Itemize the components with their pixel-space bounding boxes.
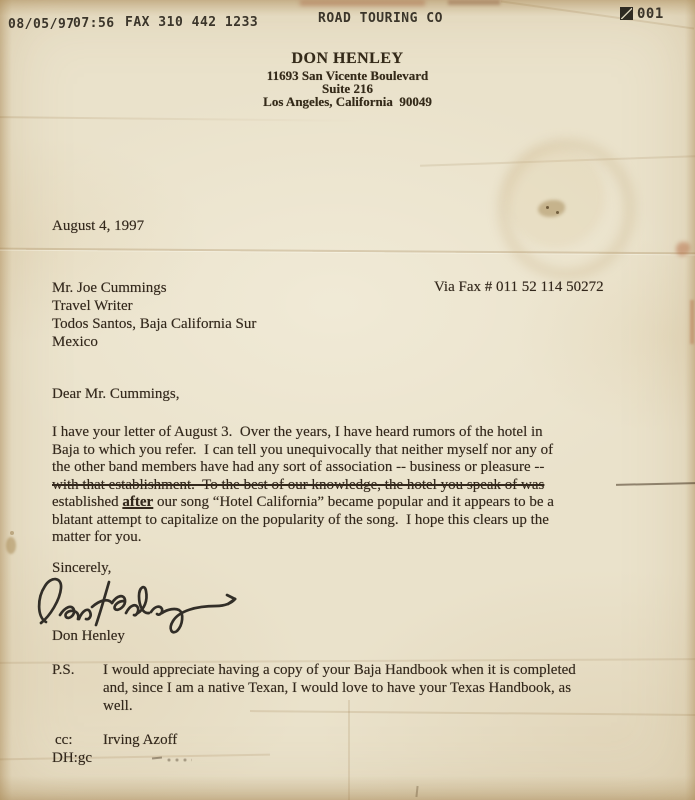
fax-page-number: 001 (637, 6, 664, 22)
postscript-line: I would appreciate having a copy of your Baja Handbook when it is completed (103, 662, 576, 678)
smudge-marks (166, 758, 192, 762)
closing: Sincerely, (52, 560, 112, 576)
letterhead-address-line2: Suite 216 (322, 81, 373, 96)
crease-line (420, 155, 695, 167)
strikethrough-text: with that establishment. To the best of our knowledge, the hotel you speak of was (52, 476, 545, 493)
smudge-marks (415, 786, 418, 797)
crease-line (0, 116, 360, 122)
stain-ring (497, 138, 636, 280)
letterhead-address-line1: 11693 San Vicente Boulevard (266, 68, 429, 83)
fax-timestamp-date: 08/05/97 (8, 17, 75, 32)
body-line: blatant attempt to capitalize on the popularity of the song. I hope this clears up the (52, 511, 549, 528)
letter-date: August 4, 1997 (52, 218, 145, 234)
rust-smudge (676, 242, 690, 256)
fax-page-icon (621, 8, 632, 19)
rust-smudge (300, 0, 425, 6)
stain-ring-fill (505, 146, 605, 248)
via-fax-number: Via Fax # 011 52 114 50272 (434, 279, 604, 295)
crease-line (250, 710, 695, 716)
fax-timestamp-time: 07:56 (73, 16, 115, 31)
postscript-label: P.S. (52, 662, 75, 678)
crease-line (0, 248, 695, 255)
stain-blot (6, 537, 16, 554)
stain-speck (556, 211, 559, 214)
smudge-marks (152, 756, 162, 759)
recipient-name: Mr. Joe Cummings (52, 280, 167, 296)
rust-smudge (690, 300, 694, 344)
postscript-line: and, since I am a native Texan, I would love to have your Texas Handbook, as (103, 680, 572, 696)
crease-line (501, 0, 694, 29)
letter-body (52, 424, 672, 550)
reference-initials: DH:gc (52, 750, 92, 766)
cc-name: Irving Azoff (103, 732, 178, 748)
recipient-city: Todos Santos, Baja California Sur (52, 316, 257, 332)
signature-handwriting (34, 572, 249, 636)
signature-typed-name: Don Henley (52, 628, 125, 644)
salutation: Dear Mr. Cummings, (52, 386, 180, 402)
fax-sender-name: ROAD TOURING CO (318, 11, 443, 26)
letterhead-address-line3: Los Angeles, California 90049 (263, 94, 432, 109)
stain-blot (538, 200, 565, 217)
body-line (52, 494, 554, 511)
fax-number-line: FAX 310 442 1233 (125, 15, 259, 30)
body-text-segment: our song “Hotel California” became popular and it appears to be a (153, 494, 554, 510)
underlined-word: after (122, 494, 154, 510)
crease-line (0, 754, 270, 761)
recipient-title: Travel Writer (52, 298, 133, 314)
body-line: I have your letter of August 3. Over the years, I have heard rumors of the hotel in (52, 424, 543, 440)
rust-smudge (448, 0, 500, 5)
stain-speck (546, 206, 549, 209)
crease-line (348, 700, 350, 800)
body-line-struck-out (52, 477, 544, 494)
cc-label: cc: (55, 732, 73, 748)
postscript-line: well. (103, 698, 133, 714)
body-text-segment: established (52, 494, 123, 510)
stain-speck (10, 531, 14, 535)
recipient-country: Mexico (52, 334, 98, 350)
body-line: matter for you. (52, 529, 142, 545)
body-line: the other band members have had any sort of association -- business or pleasure -- (52, 459, 545, 475)
body-line: Baja to which you refer. I can tell you unequivocally that neither myself nor any of (52, 441, 554, 458)
letterhead-name: DON HENLEY (291, 50, 404, 67)
